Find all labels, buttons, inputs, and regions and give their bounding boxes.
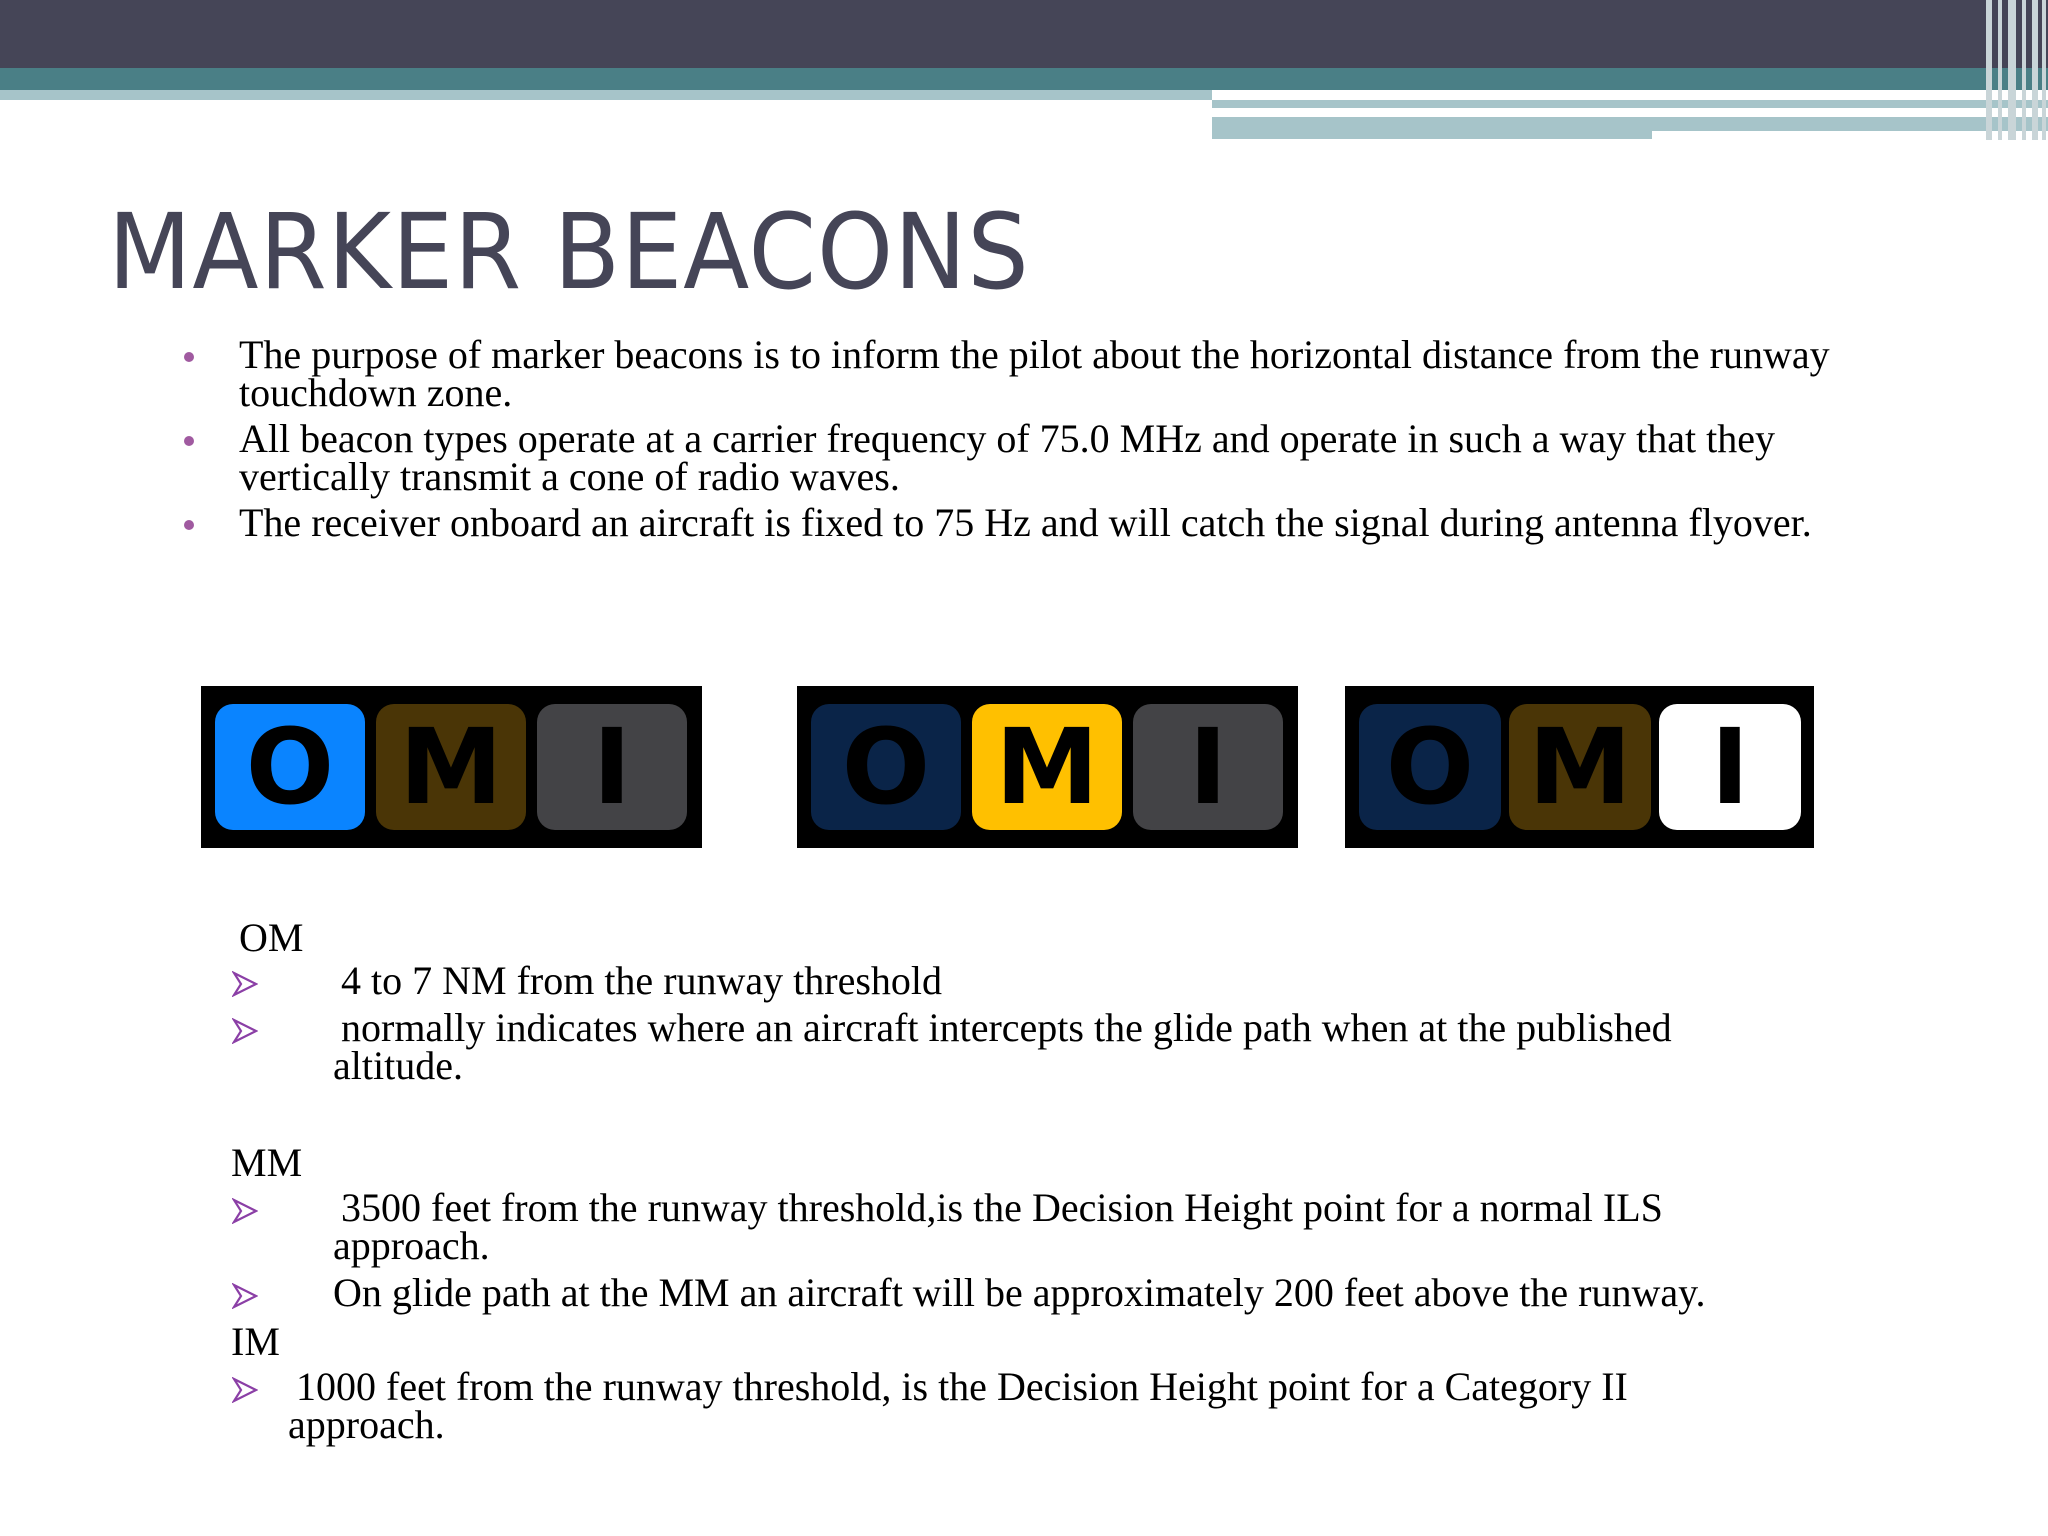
arrow-bullet-icon bbox=[232, 1283, 258, 1309]
om-item: normally indicates where an aircraft intercepts the glide path when at the published bbox=[341, 1005, 1672, 1050]
section-label-im: IM bbox=[231, 1319, 280, 1364]
mm-item: 3500 feet from the runway threshold,is the Decision Height point for a normal ILS bbox=[341, 1185, 1663, 1230]
mm-item-continued: approach. bbox=[333, 1223, 490, 1268]
lamp-middle: M bbox=[1509, 704, 1651, 830]
lamp-middle: M bbox=[972, 704, 1122, 830]
om-item: 4 to 7 NM from the runway threshold bbox=[341, 958, 943, 1003]
arrow-bullet-icon bbox=[232, 1018, 258, 1044]
slide-title: MARKER BEACONS bbox=[108, 191, 1030, 313]
section-label-mm: MM bbox=[231, 1140, 303, 1185]
lamp-middle: M bbox=[376, 704, 526, 830]
arrow-bullet-icon bbox=[232, 1198, 258, 1224]
im-item: 1000 feet from the runway threshold, is the Decision Height point for a Category II bbox=[296, 1364, 1628, 1409]
mm-item: On glide path at the MM an aircraft will be approximately 200 feet above the runway. bbox=[333, 1270, 1706, 1315]
section-label-om: OM bbox=[239, 915, 304, 960]
im-item-continued: approach. bbox=[288, 1402, 445, 1447]
bullet-text: All beacon types operate at a carrier frequency of 75.0 MHz and operate in such a way that they vertically transmit a cone of radio waves. bbox=[239, 416, 1776, 499]
arrow-bullet-icon bbox=[232, 971, 258, 997]
lamp-outer: O bbox=[1359, 704, 1501, 830]
bullet-text: The purpose of marker beacons is to inform the pilot about the horizontal distance from the runway touchdown zone. bbox=[239, 332, 1830, 415]
bullet-text: The receiver onboard an aircraft is fixed to 75 Hz and will catch the signal during antenna flyover. bbox=[239, 500, 1812, 545]
om-item-continued: altitude. bbox=[333, 1043, 463, 1088]
arrow-bullet-icon bbox=[232, 1377, 258, 1403]
lamp-inner: I bbox=[537, 704, 687, 830]
lamp-outer: O bbox=[811, 704, 961, 830]
lamp-inner: I bbox=[1659, 704, 1801, 830]
lamp-inner: I bbox=[1133, 704, 1283, 830]
lamp-outer: O bbox=[215, 704, 365, 830]
